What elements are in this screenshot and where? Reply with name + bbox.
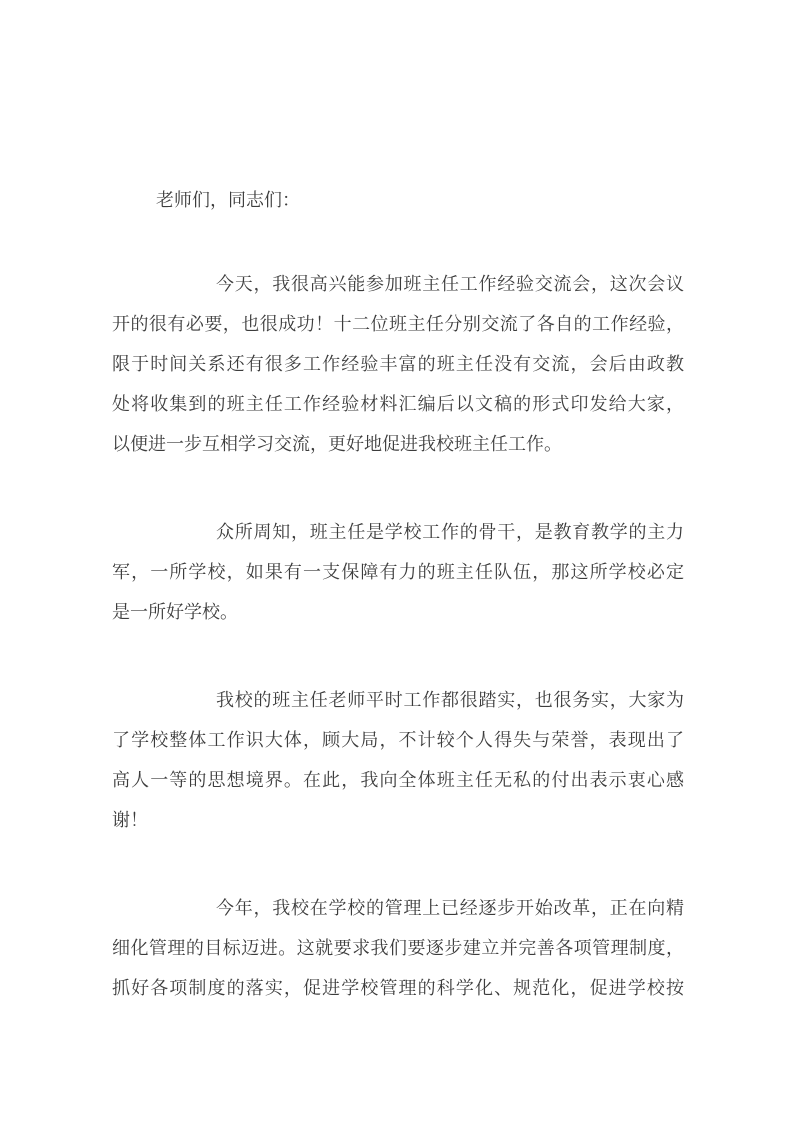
text-line: 高人一等的思想境界。在此，我向全体班主任无私的付出表示衷心感 — [112, 770, 684, 790]
text-line: 我校的班主任老师平时工作都很踏实，也很务实，大家为 — [216, 690, 684, 710]
text-line: 处将收集到的班主任工作经验材料汇编后以文稿的形式印发给大家， — [112, 394, 684, 414]
paragraph-3 — [112, 680, 684, 840]
text-line: 谢！ — [112, 810, 148, 830]
text-line: 今年，我校在学校的管理上已经逐步开始改革，正在向精 — [216, 898, 684, 918]
text-line: 军，一所学校，如果有一支保障有力的班主任队伍，那这所学校必定 — [112, 562, 684, 582]
text-line: 以便进一步互相学习交流，更好地促进我校班主任工作。 — [112, 434, 562, 454]
paragraph-2 — [112, 512, 684, 632]
text-line: 了学校整体工作识大体，顾大局，不计较个人得失与荣誉，表现出了 — [112, 730, 684, 750]
text-line: 开的很有必要，也很成功！十二位班主任分别交流了各自的工作经验， — [112, 314, 684, 334]
text-line: 细化管理的目标迈进。这就要求我们要逐步建立并完善各项管理制度， — [112, 938, 684, 958]
text-line: 是一所好学校。 — [112, 602, 238, 622]
text-line: 抓好各项制度的落实，促进学校管理的科学化、规范化，促进学校按 — [112, 978, 684, 998]
paragraph-4 — [112, 888, 684, 1008]
text-line: 众所周知，班主任是学校工作的骨干，是教育教学的主力 — [216, 522, 684, 542]
text-line: 今天，我很高兴能参加班主任工作经验交流会，这次会议 — [216, 274, 684, 294]
text-line: 限于时间关系还有很多工作经验丰富的班主任没有交流，会后由政教 — [112, 354, 684, 374]
salutation-line: 老师们，同志们： — [156, 190, 300, 210]
paragraph-1 — [112, 264, 684, 464]
